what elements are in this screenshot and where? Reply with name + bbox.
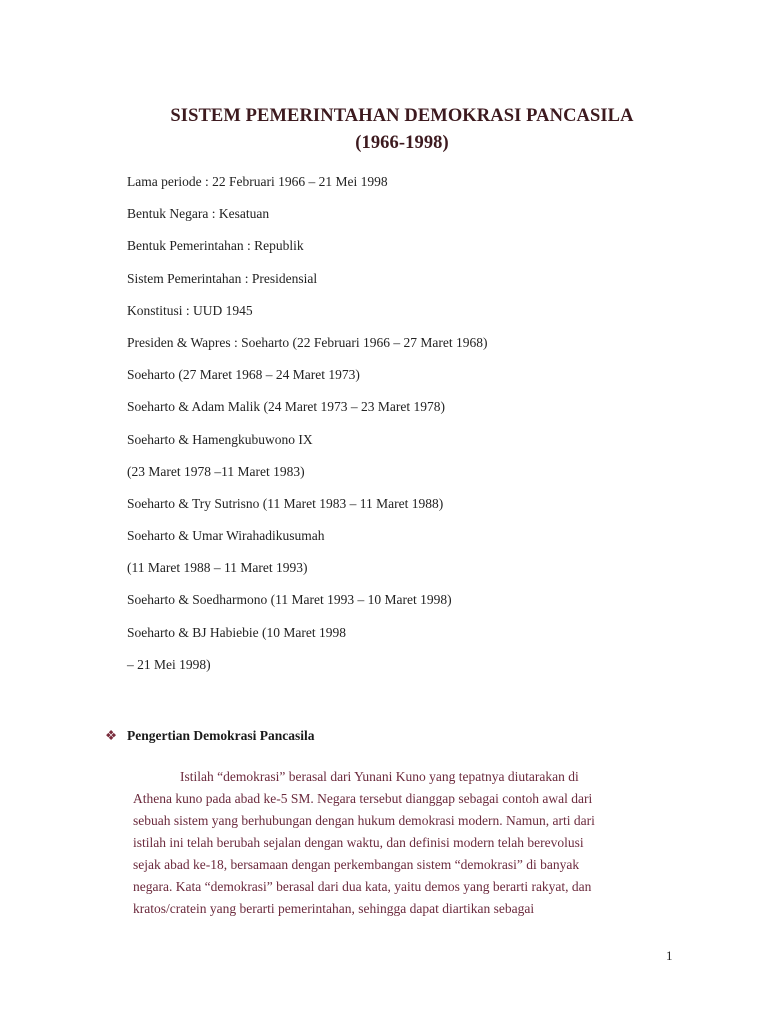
info-line: Soeharto & Adam Malik (24 Maret 1973 – 23 Maret 1978) [127, 399, 445, 415]
info-line: Bentuk Negara : Kesatuan [127, 206, 270, 222]
document-title: SISTEM PEMERINTAHAN DEMOKRASI PANCASILA [170, 106, 634, 126]
paragraph-line: kratos/cratein yang berarti pemerintahan, sehingga dapat diartikan sebagai [133, 901, 535, 916]
paragraph-line: sebuah sistem yang berhubungan dengan hukum demokrasi modern. Namun, arti dari [133, 813, 595, 828]
page-number: 1 [666, 948, 673, 963]
info-line: Soeharto & Hamengkubuwono IX [127, 431, 313, 447]
info-line: Lama periode : 22 Februari 1966 – 21 Mei 1998 [127, 174, 388, 189]
info-line: Konstitusi : UUD 1945 [127, 302, 253, 318]
info-line: Soeharto (27 Maret 1968 – 24 Maret 1973) [127, 367, 360, 383]
info-line: (11 Maret 1988 – 11 Maret 1993) [127, 560, 308, 576]
info-line: (23 Maret 1978 –11 Maret 1983) [127, 463, 305, 479]
info-line: Soeharto & Soedharmono (11 Maret 1993 – 10 Maret 1998) [127, 592, 452, 608]
paragraph-line: negara. Kata “demokrasi” berasal dari dua kata, yaitu demos yang berarti rakyat, dan [133, 879, 592, 894]
paragraph-line: Istilah “demokrasi” berasal dari Yunani Kuno yang tepatnya diutarakan di [180, 769, 579, 784]
body-paragraph [133, 766, 673, 920]
info-line: Sistem Pemerintahan : Presidensial [127, 270, 318, 286]
paragraph-line: Athena kuno pada abad ke-5 SM. Negara tersebut dianggap sebagai contoh awal dari [133, 791, 593, 806]
info-list [127, 172, 487, 687]
diamond-bullet-icon: ❖ [105, 728, 118, 743]
info-line: – 21 Mei 1998) [127, 656, 211, 672]
section-heading [105, 728, 314, 744]
document-title-years: (1966-1998) [355, 133, 449, 153]
paragraph-line: istilah ini telah berubah sejalan dengan waktu, dan definisi modern telah berevolusi [133, 835, 584, 850]
info-line: Bentuk Pemerintahan : Republik [127, 238, 304, 254]
info-line: Soeharto & Try Sutrisno (11 Maret 1983 – 11 Maret 1988) [127, 495, 444, 511]
paragraph-line: sejak abad ke-18, bersamaan dengan perkembangan sistem “demokrasi” di banyak [133, 857, 580, 872]
info-line: Presiden & Wapres : Soeharto (22 Februari 1966 – 27 Maret 1968) [127, 334, 488, 350]
info-line: Soeharto & Umar Wirahadikusumah [127, 528, 325, 544]
info-line: Soeharto & BJ Habiebie (10 Maret 1998 [127, 624, 346, 640]
section-heading-text: Pengertian Demokrasi Pancasila [127, 728, 315, 743]
